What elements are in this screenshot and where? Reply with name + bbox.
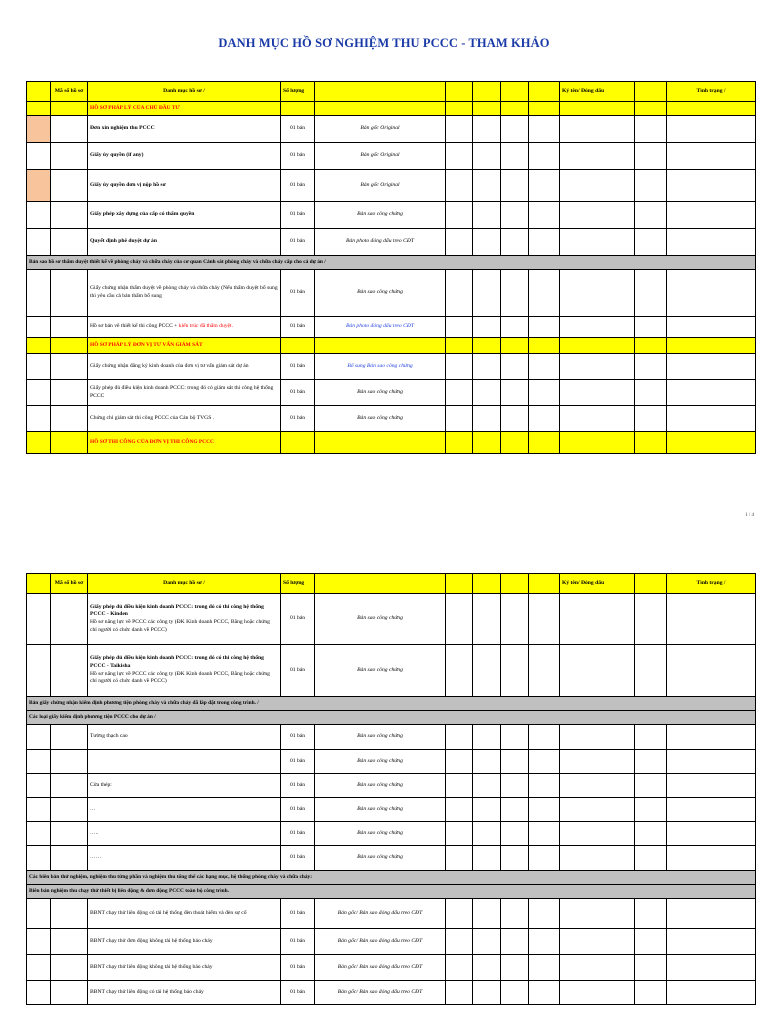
section-title: HỒ SƠ PHÁP LÝ ĐƠN VỊ TƯ VẤN GIÁM SÁT <box>88 338 281 354</box>
item-note: Bản sao công chứng <box>315 822 446 846</box>
item-name-detail: Hồ sơ năng lực về PCCC các công ty (ĐK Kinh doanh PCCC, Bằng hoặc chứng chỉ người có chức danh về PCCC) <box>90 619 270 633</box>
gray-section-cert <box>27 697 756 711</box>
gray-section-minutes <box>27 885 756 899</box>
gray-section-title: Bản sao hồ sơ thẩm duyệt thiết kế về phòng cháy và chữa cháy của cơ quan Cảnh sát phòng cháy và chữa cháy cấp cho cả dự án / <box>27 256 756 270</box>
section-owner <box>27 102 756 116</box>
table-row <box>27 143 756 170</box>
header-qty: Số lượng <box>281 82 315 102</box>
item-name <box>88 750 281 774</box>
item-name-bold: Giấy phép đủ điều kiện kinh doanh PCCC: trong đó có thi công hệ thống PCCC - Kinden <box>90 603 264 618</box>
item-name: Quyết định phê duyệt dự án <box>88 229 281 256</box>
header-name: Danh mục hồ sơ / <box>88 82 281 102</box>
item-note: Bản photo đóng dấu treo CĐT <box>315 229 446 256</box>
table-row <box>27 822 756 846</box>
item-qty: 01 bản <box>281 899 315 929</box>
item-qty: 01 bản <box>281 143 315 170</box>
item-note: Bản sao công chứng <box>315 725 446 750</box>
item-note: Bản sao công chứng <box>315 380 446 406</box>
table-row <box>27 725 756 750</box>
gray-section-tests <box>27 871 756 885</box>
table-row <box>27 202 756 229</box>
item-name: BBNT chạy thử đơn động không tải hệ thống báo cháy <box>88 929 281 955</box>
item-name: Cửa thép: <box>88 774 281 798</box>
item-note: Bản gốc/ Bản sao đóng dấu treo CĐT <box>315 929 446 955</box>
item-qty: 01 bản <box>281 406 315 432</box>
item-qty: 01 bản <box>281 229 315 256</box>
item-note: Bản sao công chứng <box>315 594 446 645</box>
item-name: BBNT chạy thử liên động không tải hệ thống báo cháy <box>88 955 281 981</box>
gray-section-title: Các biên bản thử nghiệm, nghiệm thu từng phần và nghiệm thu tổng thể các hạng mục, hệ thống phòng cháy và chữa cháy: <box>27 871 756 885</box>
table-row <box>27 229 756 256</box>
item-qty: 01 bản <box>281 929 315 955</box>
item-name: Giấy ủy quyền (if any) <box>88 143 281 170</box>
item-name <box>88 645 281 697</box>
item-name-detail: Hồ sơ năng lực về PCCC các công ty (ĐK Kinh doanh PCCC, Bằng hoặc chứng chỉ người có chức danh về PCCC) <box>90 670 270 685</box>
item-note: Bản sao công chứng <box>315 202 446 229</box>
gray-section-design <box>27 256 756 270</box>
gray-section-title: Bản giấy chứng nhận kiểm định phương tiện phòng cháy và chữa cháy đã lắp đặt trong công trình. / <box>27 697 756 711</box>
item-name: BBNT chạy thử liên động có tải hệ thống báo cháy <box>88 981 281 1005</box>
item-name: Giấy phép xây dựng của cấp có thẩm quyền <box>88 202 281 229</box>
page1-table <box>26 81 756 454</box>
item-qty: 01 bản <box>281 774 315 798</box>
item-name: Giấy chứng nhận thẩm duyệt về phòng cháy và chữa cháy (Nếu thẩm duyệt bổ sung thì yêu cầu cả bản thẩm bổ sung <box>88 270 281 317</box>
table-row <box>27 317 756 338</box>
item-name: Giấy ủy quyền đơn vị nộp hồ sơ <box>88 170 281 202</box>
page2-table <box>26 573 756 1005</box>
gray-section-title: Các loại giấy kiểm định phương tiện PCCC cho dự án / <box>27 711 756 725</box>
item-qty: 01 bản <box>281 846 315 871</box>
header-sign: Ký tên/ Đóng dấu <box>560 82 635 102</box>
header-sign: Ký tên/ Đóng dấu <box>560 574 635 594</box>
header-status: Tình trạng / <box>667 82 756 102</box>
header-qty: Số lượng <box>281 574 315 594</box>
item-note: Bổ sung Bản sao công chứng <box>315 354 446 380</box>
item-qty: 01 bản <box>281 645 315 697</box>
item-name: ….. <box>88 822 281 846</box>
table-row <box>27 955 756 981</box>
header-row <box>27 574 756 594</box>
page-number: 1 / 4 <box>745 513 754 518</box>
item-name <box>88 594 281 645</box>
header-name: Danh mục hồ sơ / <box>88 574 281 594</box>
drawing-name: Hồ sơ bản vẽ thiết kế thi công PCCC + <box>90 323 179 330</box>
item-note: Bản sao công chứng <box>315 645 446 697</box>
item-qty: 01 bản <box>281 380 315 406</box>
item-qty: 01 bản <box>281 317 315 338</box>
item-note: Bản gốc Original <box>315 143 446 170</box>
drawing-name-red: kiến trúc đã thẩm duyệt. <box>178 323 233 330</box>
item-qty: 01 bản <box>281 354 315 380</box>
item-note: Bản gốc/ Bản sao đóng dấu treo CĐT <box>315 981 446 1005</box>
item-qty: 01 bản <box>281 822 315 846</box>
header-code: Mã số hồ sơ <box>51 82 88 102</box>
item-qty: 01 bản <box>281 594 315 645</box>
item-note: Bản sao công chứng <box>315 798 446 822</box>
item-name-bold: Giấy phép đủ điều kiện kinh doanh PCCC: trong đó có thi công hệ thống PCCC - Taikisha <box>90 655 264 669</box>
table-row <box>27 406 756 432</box>
item-note: Bản gốc Original <box>315 170 446 202</box>
item-qty: 01 bản <box>281 981 315 1005</box>
table-row <box>27 354 756 380</box>
section-consult <box>27 338 756 354</box>
item-qty: 01 bản <box>281 750 315 774</box>
section-contractor <box>27 432 756 454</box>
item-note: Bản sao công chứng <box>315 406 446 432</box>
item-name: Chứng chỉ giám sát thi công PCCC của Cán bộ TVGS . <box>88 406 281 432</box>
item-name: Giấy phép đủ điều kiện kinh doanh PCCC: trong đó có giám sát thi công hệ thống PCCC <box>88 380 281 406</box>
table-row <box>27 380 756 406</box>
table-row <box>27 750 756 774</box>
table-row <box>27 929 756 955</box>
item-note: Bản photo đóng dấu treo CĐT <box>315 317 446 338</box>
gray-section-types <box>27 711 756 725</box>
item-name: BBNT chạy thử liên động có tải hệ thống đèn thoát hiểm và đèn sự cố <box>88 899 281 929</box>
table-row <box>27 270 756 317</box>
item-note: Bản sao công chứng <box>315 750 446 774</box>
table-row <box>27 645 756 697</box>
table-row <box>27 116 756 143</box>
table-row <box>27 594 756 645</box>
item-name: Đơn xin nghiệm thu PCCC <box>88 116 281 143</box>
item-qty: 01 bản <box>281 202 315 229</box>
header-row <box>27 82 756 102</box>
item-qty: 01 bản <box>281 116 315 143</box>
table-row <box>27 774 756 798</box>
header-code: Mã số hồ sơ <box>51 574 88 594</box>
document-title: DANH MỤC HỒ SƠ NGHIỆM THU PCCC - THAM KHẢO <box>218 36 550 50</box>
item-name <box>88 317 281 338</box>
item-note: Bản sao công chứng <box>315 846 446 871</box>
item-note: Bản gốc/ Bản sao đóng dấu treo CĐT <box>315 899 446 929</box>
item-qty: 01 bản <box>281 725 315 750</box>
item-name: …… <box>88 846 281 871</box>
item-name: … <box>88 798 281 822</box>
item-qty: 01 bản <box>281 955 315 981</box>
header-status: Tình trạng / <box>667 574 756 594</box>
section-title: HỒ SƠ THI CÔNG CỦA ĐƠN VỊ THI CÔNG PCCC <box>88 432 281 454</box>
table-row <box>27 981 756 1005</box>
item-note: Bản gốc/ Bản sao đóng dấu treo CĐT <box>315 955 446 981</box>
item-qty: 01 bản <box>281 270 315 317</box>
table-row <box>27 170 756 202</box>
item-qty: 01 bản <box>281 798 315 822</box>
table-row <box>27 899 756 929</box>
table-row <box>27 798 756 822</box>
section-title: HỒ SƠ PHÁP LÝ CỦA CHỦ ĐẦU TƯ <box>88 102 281 116</box>
item-note: Bản sao công chứng <box>315 774 446 798</box>
item-note: Bản sao công chứng <box>315 270 446 317</box>
item-name: Giấy chứng nhận đăng ký kinh doanh của đơn vị tư vấn giám sát dự án <box>88 354 281 380</box>
gray-section-title: Biên bản nghiệm thu chạy thử thiết bị liên động & đơn động PCCC toàn bộ công trình. <box>27 885 756 899</box>
item-qty: 01 bản <box>281 170 315 202</box>
item-name: Tường thạch cao <box>88 725 281 750</box>
item-note: Bản gốc Original <box>315 116 446 143</box>
table-row <box>27 846 756 871</box>
